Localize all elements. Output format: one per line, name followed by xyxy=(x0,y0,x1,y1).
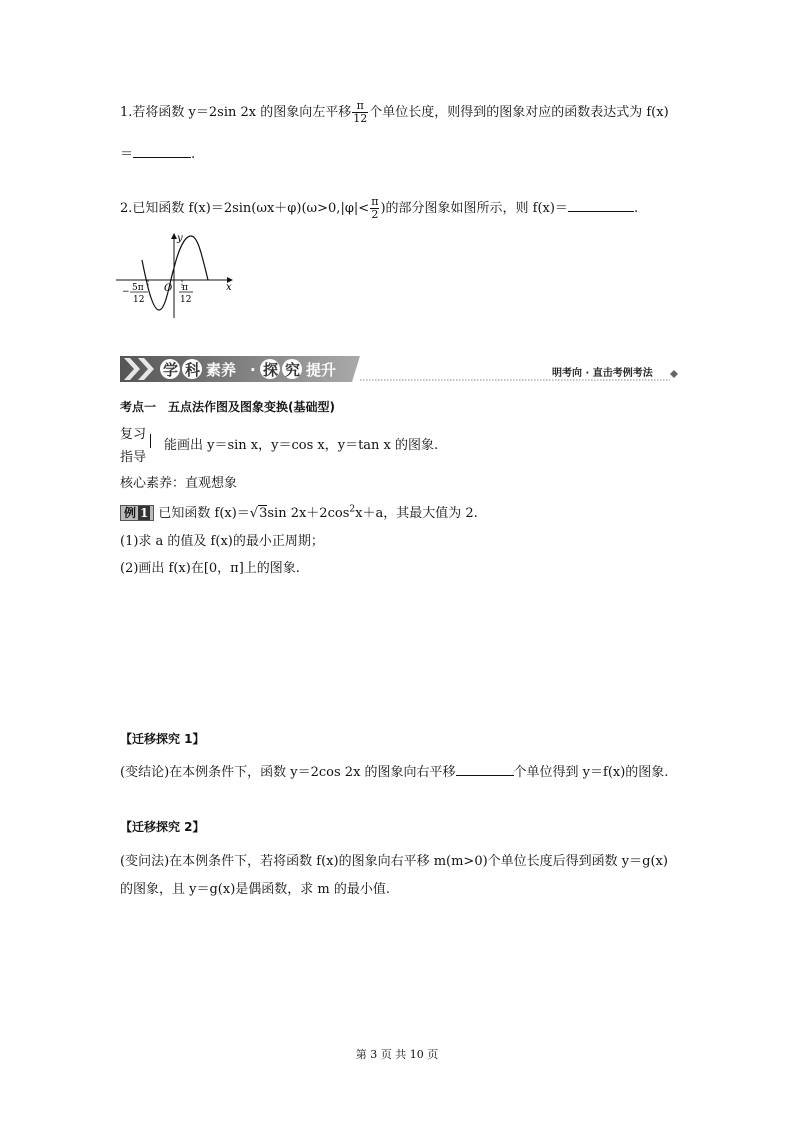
banner-right-text: 明考向 · 直击考例考法 xyxy=(552,368,653,379)
q2-prefix: 2.已知函数 f(x)＝2sin(ωx＋φ)(ω>0,|φ|< xyxy=(120,201,370,216)
q1-prefix: 1.若将函数 y＝2sin 2x 的图象向左平移 xyxy=(120,105,352,120)
q1-line2-prefix: ＝ xyxy=(120,147,134,162)
y-axis-label: y xyxy=(177,233,183,244)
example-text-a: 已知函数 f(x)＝ xyxy=(158,506,250,521)
q2-end: . xyxy=(633,201,639,216)
core-literacy: 核心素养：直观想象 xyxy=(120,476,238,491)
review-text: 能画出 y＝sin x，y＝cos x，y＝tan x 的图象. xyxy=(164,438,439,453)
example-text-b: sin 2x＋2cos xyxy=(267,506,350,521)
banner-char-6: 究 xyxy=(285,361,301,379)
example-1 xyxy=(120,502,478,521)
banner-char-4: · xyxy=(250,361,256,379)
transfer-2-line-2: 的图象，且 y＝g(x)是偶函数，求 m 的最小值. xyxy=(120,882,390,897)
review-label-1: 复习 xyxy=(120,427,147,442)
banner-char-7: 提升 xyxy=(306,361,337,379)
example-text-c: x＋a，其最大值为 2. xyxy=(355,506,478,521)
q1-frac-den: 12 xyxy=(353,112,368,125)
q1-line2-suffix: . xyxy=(191,147,196,162)
banner-char-1: 学 xyxy=(163,361,179,379)
section-banner xyxy=(120,354,680,384)
sqrt-sign: √ xyxy=(249,506,259,521)
review-divider xyxy=(150,434,151,448)
sine-curve xyxy=(142,236,208,310)
example-part-1: (1)求 a 的值及 f(x)的最小正周期； xyxy=(120,534,324,549)
example-part-2: (2)画出 f(x)在[0，π]上的图象. xyxy=(120,561,300,576)
example-sqrt: 3 xyxy=(259,506,268,521)
diamond-icon xyxy=(670,370,678,378)
example-tag-label: 例 xyxy=(124,506,137,520)
right-tick-den: 12 xyxy=(180,295,192,305)
example-tag xyxy=(120,505,154,521)
q1-frac-num: π xyxy=(352,100,368,113)
left-tick-num: 5π xyxy=(132,283,144,293)
question-1-line-2 xyxy=(120,143,195,162)
banner-char-5: 探 xyxy=(263,361,279,379)
transfer-1-text xyxy=(120,761,668,780)
left-tick-den: 12 xyxy=(133,295,145,305)
origin-label: O xyxy=(164,283,173,294)
question-1 xyxy=(120,100,669,125)
example-sup: 2 xyxy=(349,504,356,515)
transfer-1-text-a: (变结论)在本例条件下，函数 y＝2cos 2x 的图象向右平移 xyxy=(120,765,456,780)
q2-frac-den: 2 xyxy=(371,208,379,221)
right-tick-num: π xyxy=(182,283,188,293)
q2-answer-blank[interactable] xyxy=(568,199,634,212)
transfer-1-text-b: 个单位得到 y＝f(x)的图象. xyxy=(513,765,669,780)
sine-graph xyxy=(112,228,238,320)
topic-title: 考点一 五点法作图及图象变换(基础型) xyxy=(120,400,335,414)
banner-char-2: 科 xyxy=(185,361,201,379)
q1-answer-blank[interactable] xyxy=(133,145,191,158)
banner-char-3: 素养 xyxy=(206,361,237,379)
q2-frac-num: π xyxy=(371,195,379,208)
transfer-2-line-1: (变问法)在本例条件下，若将函数 f(x)的图象向右平移 m(m>0)个单位长度后得到函数 y＝g(x) xyxy=(120,854,668,869)
example-tag-num: 1 xyxy=(140,506,149,520)
review-label-2: 指导 xyxy=(120,450,147,465)
q1-suffix: 个单位长度，则得到的图象对应的函数表达式为 f(x) xyxy=(369,105,669,120)
page-footer: 第 3 页 共 10 页 xyxy=(355,1048,439,1061)
transfer-1-title: 【迁移探究 1】 xyxy=(120,732,205,746)
transfer-2-title: 【迁移探究 2】 xyxy=(120,820,205,834)
question-2 xyxy=(120,196,638,221)
q2-suffix: )的部分图象如图所示，则 f(x)＝ xyxy=(380,201,568,216)
q1-fraction xyxy=(352,100,368,125)
transfer-1-blank[interactable] xyxy=(456,763,514,776)
left-tick-sign: − xyxy=(122,287,130,297)
q2-fraction xyxy=(370,196,379,221)
x-axis-label: x xyxy=(226,282,232,293)
